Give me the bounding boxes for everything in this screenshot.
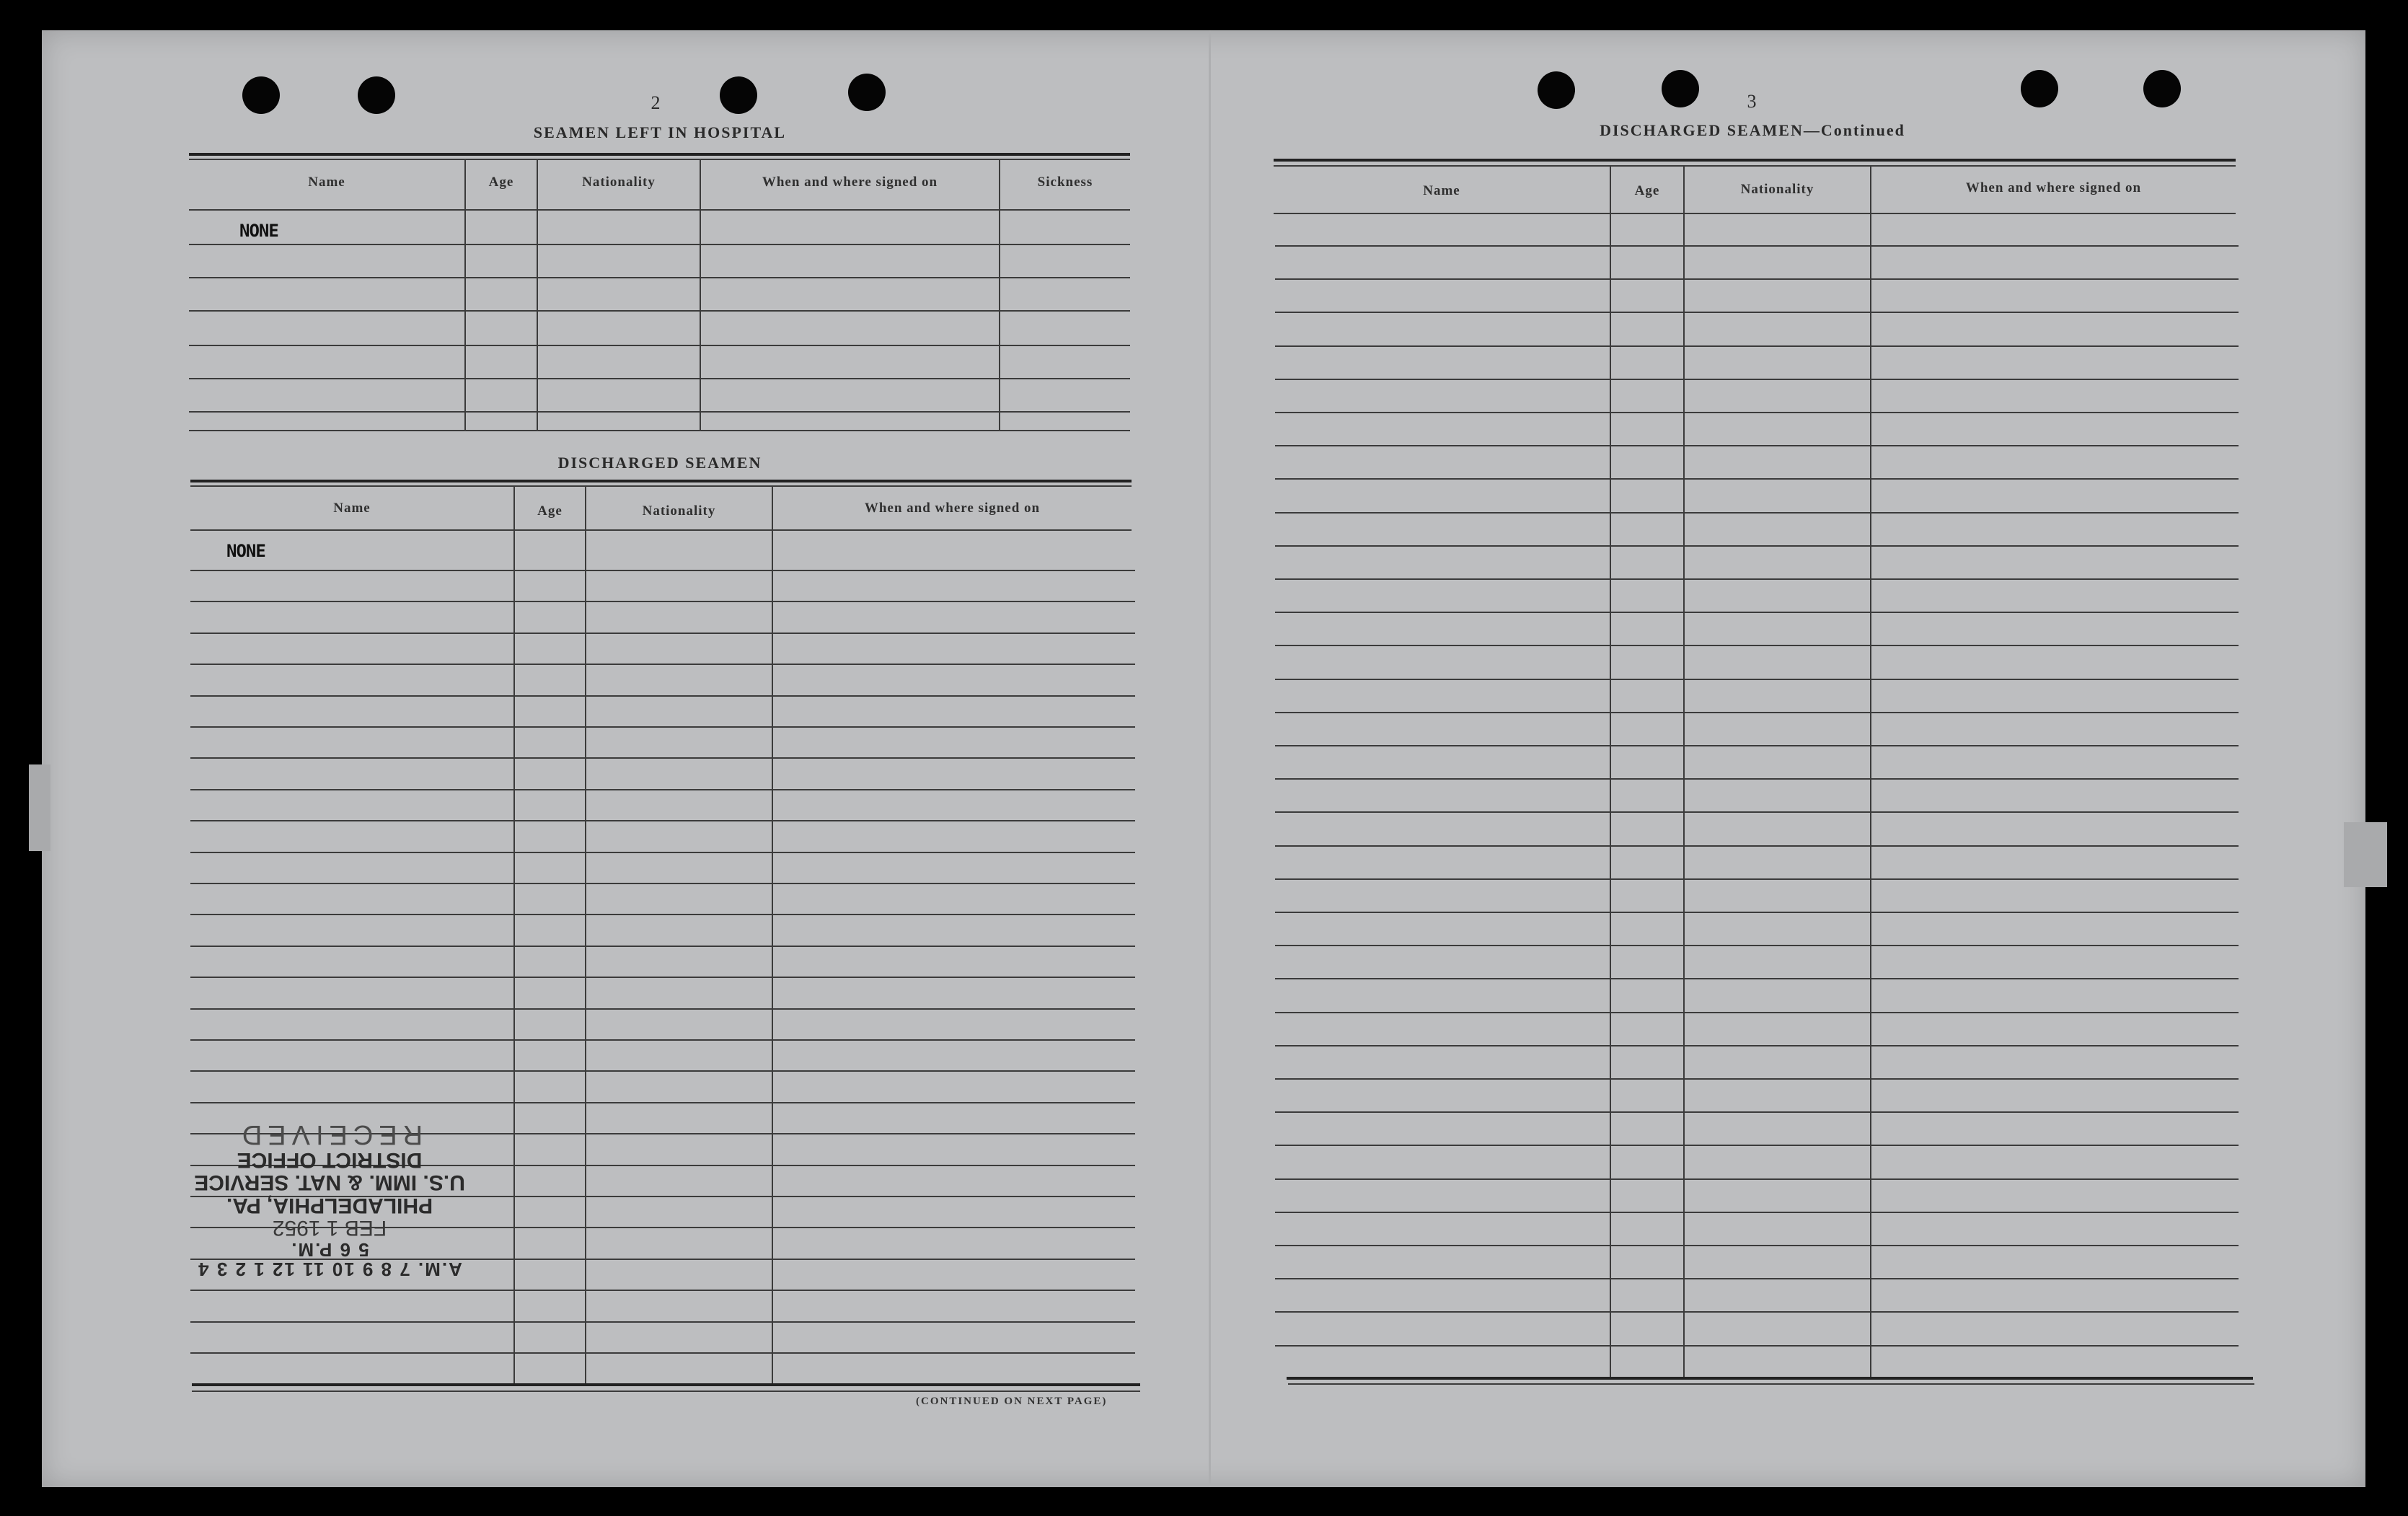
ruled-row-line: [1275, 1345, 2239, 1347]
ruled-row-line: [1275, 645, 2239, 646]
ruled-row-line: [1275, 312, 2239, 313]
punch-hole: [2143, 70, 2181, 107]
stamp-hours: A.M. 7 8 9 10 11 12 1 2 3 4 5 6 P.M.: [197, 1238, 462, 1280]
ruled-row-line: [190, 601, 1135, 602]
column-header-signed-on: When and where signed on: [762, 175, 938, 190]
punch-hole: [1538, 71, 1575, 109]
ruled-row-line: [190, 664, 1135, 665]
ruled-row-line: [190, 695, 1135, 697]
page-fold: [1209, 30, 1211, 1487]
ruled-row-line: [190, 946, 1135, 947]
continued-note: (CONTINUED ON NEXT PAGE): [916, 1396, 1108, 1407]
column-header-name: Name: [308, 175, 345, 190]
column-header-signed-on: When and where signed on: [1965, 180, 2142, 195]
ruled-row-line: [1275, 379, 2239, 380]
ruled-row-line: [190, 977, 1135, 978]
ruled-row-line: [1275, 845, 2239, 847]
ruled-row-line: [1275, 1045, 2239, 1046]
ruled-row-line: [1275, 978, 2239, 979]
stamp-service: U.S. IMM. & NAT. SERVICE: [194, 1171, 465, 1195]
ruled-row-line: [1275, 1111, 2239, 1113]
ruled-row-line: [1275, 1245, 2239, 1246]
ruled-row-line: [190, 914, 1135, 915]
ruled-row-line: [190, 1008, 1135, 1010]
ruled-row-line: [1275, 1145, 2239, 1146]
ruled-row-line: [1275, 412, 2239, 413]
column-header-nationality: Nationality: [642, 503, 716, 519]
ruled-row-line: [190, 820, 1135, 821]
column-header-signed-on: When and where signed on: [864, 501, 1041, 516]
ruled-row-line: [1275, 445, 2239, 446]
column-header-nationality: Nationality: [582, 175, 656, 190]
column-header-age: Age: [488, 175, 514, 190]
ruled-row-line: [1275, 1178, 2239, 1180]
ruled-row-line: [1275, 811, 2239, 813]
ruled-row-line: [1275, 679, 2239, 680]
ruled-row-line: [1275, 345, 2239, 347]
stamp-date: FEB 1 1952: [272, 1216, 387, 1240]
ruled-row-line: [190, 1352, 1135, 1354]
ruled-row-line: [1275, 512, 2239, 514]
punch-hole: [358, 76, 395, 114]
ruled-row-line: [190, 757, 1135, 759]
ruled-row-line: [1275, 1212, 2239, 1213]
column-header-name: Name: [1423, 183, 1460, 198]
stamp-received: RECEIVED: [236, 1119, 423, 1150]
ruled-row-line: [190, 883, 1135, 884]
section-title-hospital: SEAMEN LEFT IN HOSPITAL: [533, 123, 787, 141]
ruled-row-line: [190, 1290, 1135, 1291]
ruled-row-line: [1275, 1311, 2239, 1313]
ruled-row-line: [1275, 478, 2239, 480]
stamp-city: PHILADELPHIA, PA.: [226, 1193, 433, 1217]
column-header-nationality: Nationality: [1740, 182, 1814, 197]
ruled-row-line: [1275, 745, 2239, 746]
page-number: 3: [1747, 91, 1758, 112]
ruled-row-line: [1275, 245, 2239, 247]
ruled-row-line: [1275, 712, 2239, 713]
punch-hole: [848, 74, 886, 111]
ruled-row-line: [190, 570, 1135, 571]
ruled-row-line: [1275, 545, 2239, 547]
torn-edge-right: [2344, 822, 2387, 887]
ruled-row-line: [1275, 1078, 2239, 1080]
stamp-office: DISTRICT OFFICE: [237, 1147, 423, 1172]
ruled-row-line: [1275, 278, 2239, 280]
ruled-row-line: [1275, 878, 2239, 880]
ruled-row-line: [1275, 945, 2239, 946]
ruled-row-line: [1275, 1278, 2239, 1279]
ruled-row-line: [190, 852, 1135, 853]
received-stamp: [189, 1109, 470, 1279]
column-header-sickness: Sickness: [1037, 175, 1093, 190]
punch-hole: [2021, 70, 2058, 107]
page-number: 2: [650, 92, 662, 113]
ruled-row-line: [1275, 612, 2239, 613]
section-title-discharged-continued: DISCHARGED SEAMEN—Continued: [1600, 121, 1905, 139]
hospital-entry-name: NONE: [239, 221, 278, 241]
ruled-row-line: [1275, 778, 2239, 780]
ruled-row-line: [190, 1070, 1135, 1072]
punch-hole: [720, 76, 757, 114]
ruled-row-line: [190, 1321, 1135, 1323]
column-header-age: Age: [537, 503, 563, 519]
column-header-age: Age: [1634, 183, 1660, 198]
ruled-row-line: [190, 1102, 1135, 1103]
ruled-row-line: [1275, 912, 2239, 913]
column-header-name: Name: [333, 501, 371, 516]
ruled-row-line: [190, 726, 1135, 728]
torn-edge-left: [29, 764, 50, 851]
ruled-row-line: [1275, 578, 2239, 580]
ruled-row-line: [190, 633, 1135, 634]
punch-hole: [242, 76, 280, 114]
section-title-discharged: DISCHARGED SEAMEN: [557, 454, 762, 472]
ruled-row-line: [190, 789, 1135, 790]
ruled-row-line: [1275, 1012, 2239, 1013]
discharged-entry-name: NONE: [226, 541, 265, 561]
punch-hole: [1662, 70, 1699, 107]
ruled-row-line: [190, 1039, 1135, 1041]
